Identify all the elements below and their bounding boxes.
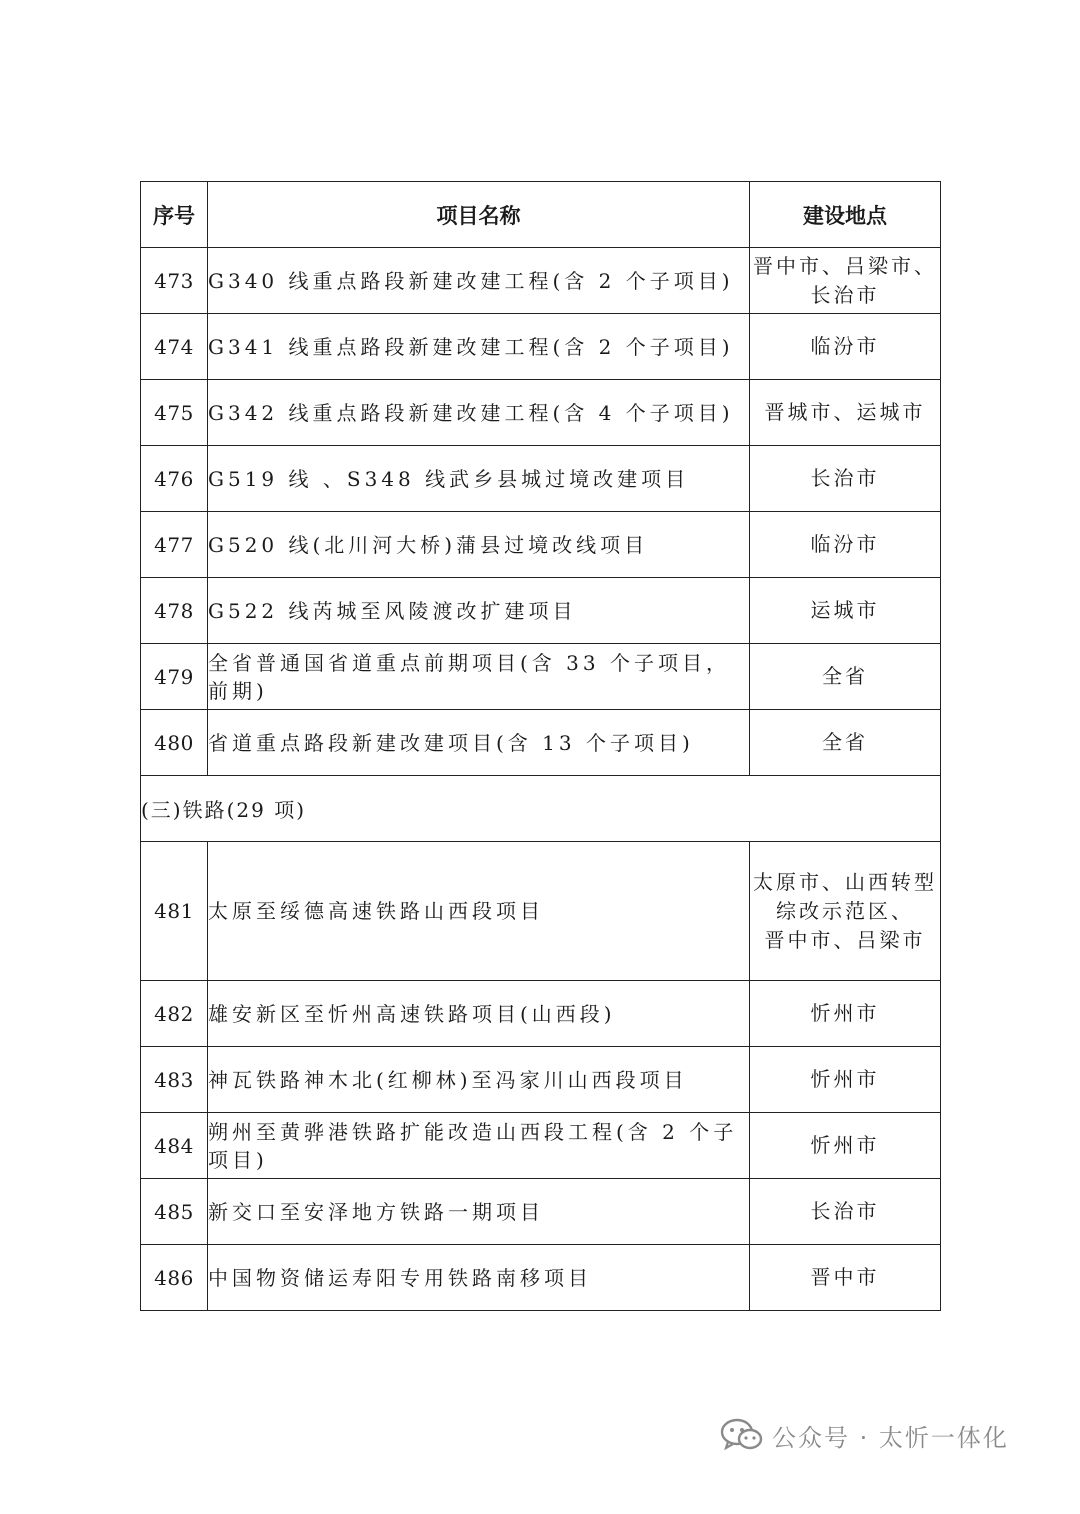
row-name: 省道重点路段新建改建项目(含 13 个子项目) bbox=[208, 710, 750, 776]
row-seq: 473 bbox=[141, 248, 208, 314]
header-location: 建设地点 bbox=[750, 182, 941, 248]
location-line: 临汾市 bbox=[810, 334, 880, 358]
section-row bbox=[141, 776, 941, 842]
row-name: G520 线(北川河大桥)蒲县过境改线项目 bbox=[208, 512, 750, 578]
location-line: 晋中市、吕梁市 bbox=[764, 927, 926, 952]
row-name: G341 线重点路段新建改建工程(含 2 个子项目) bbox=[208, 314, 750, 380]
row-seq: 479 bbox=[141, 644, 208, 710]
row-name: 全省普通国省道重点前期项目(含 33 个子项目，前期) bbox=[208, 644, 750, 710]
row-location bbox=[750, 710, 941, 776]
row-seq: 474 bbox=[141, 314, 208, 380]
row-location bbox=[750, 512, 941, 578]
project-table bbox=[140, 181, 941, 1311]
row-location bbox=[750, 380, 941, 446]
row-location bbox=[750, 981, 941, 1047]
table-row bbox=[141, 578, 941, 644]
row-name: 太原至绥德高速铁路山西段项目 bbox=[208, 842, 750, 981]
row-seq: 484 bbox=[141, 1113, 208, 1179]
section-title: (三)铁路(29 项) bbox=[141, 776, 941, 842]
location-line: 晋中市 bbox=[810, 1265, 880, 1289]
row-seq: 478 bbox=[141, 578, 208, 644]
location-line: 综改示范区、 bbox=[776, 898, 914, 923]
row-location bbox=[750, 842, 941, 981]
location-line: 长治市 bbox=[810, 1199, 880, 1223]
row-location bbox=[750, 1245, 941, 1311]
row-seq: 482 bbox=[141, 981, 208, 1047]
row-name: 中国物资储运寿阳专用铁路南移项目 bbox=[208, 1245, 750, 1311]
location-line: 晋中市、吕梁市、 bbox=[753, 253, 937, 278]
row-seq: 480 bbox=[141, 710, 208, 776]
table-row bbox=[141, 512, 941, 578]
row-name: 雄安新区至忻州高速铁路项目(山西段) bbox=[208, 981, 750, 1047]
row-location bbox=[750, 446, 941, 512]
location-line: 太原市、山西转型 bbox=[753, 869, 937, 894]
table-row bbox=[141, 1179, 941, 1245]
row-name: 朔州至黄骅港铁路扩能改造山西段工程(含 2 个子项目) bbox=[208, 1113, 750, 1179]
table-row bbox=[141, 314, 941, 380]
row-location bbox=[750, 314, 941, 380]
row-seq: 486 bbox=[141, 1245, 208, 1311]
table-row bbox=[141, 842, 941, 981]
location-line: 忻州市 bbox=[810, 1067, 880, 1091]
table-row bbox=[141, 710, 941, 776]
location-line: 运城市 bbox=[810, 598, 880, 622]
row-name: 新交口至安泽地方铁路一期项目 bbox=[208, 1179, 750, 1245]
row-location bbox=[750, 248, 941, 314]
header-seq: 序号 bbox=[141, 182, 208, 248]
row-seq: 485 bbox=[141, 1179, 208, 1245]
row-name: 神瓦铁路神木北(红柳林)至冯家川山西段项目 bbox=[208, 1047, 750, 1113]
table-row bbox=[141, 1245, 941, 1311]
table-header-row bbox=[141, 182, 941, 248]
location-line: 全省 bbox=[822, 664, 868, 688]
location-line: 临汾市 bbox=[810, 532, 880, 556]
row-name: G522 线芮城至风陵渡改扩建项目 bbox=[208, 578, 750, 644]
location-line: 全省 bbox=[822, 730, 868, 754]
row-location bbox=[750, 1179, 941, 1245]
location-line: 长治市 bbox=[810, 282, 880, 307]
location-line: 晋城市、运城市 bbox=[764, 400, 926, 424]
row-location bbox=[750, 1113, 941, 1179]
table-body-railways bbox=[141, 842, 941, 1311]
table-row bbox=[141, 380, 941, 446]
row-location bbox=[750, 578, 941, 644]
row-seq: 475 bbox=[141, 380, 208, 446]
header-name: 项目名称 bbox=[208, 182, 750, 248]
watermark-text: 公众号 · 太忻一体化 bbox=[772, 1423, 1009, 1452]
table-row bbox=[141, 446, 941, 512]
table-row bbox=[141, 1113, 941, 1179]
row-seq: 481 bbox=[141, 842, 208, 981]
location-line: 忻州市 bbox=[810, 1133, 880, 1157]
row-name: G519 线 、S348 线武乡县城过境改建项目 bbox=[208, 446, 750, 512]
table-row bbox=[141, 248, 941, 314]
wechat-icon bbox=[720, 1417, 764, 1453]
row-seq: 476 bbox=[141, 446, 208, 512]
row-seq: 477 bbox=[141, 512, 208, 578]
row-name: G340 线重点路段新建改建工程(含 2 个子项目) bbox=[208, 248, 750, 314]
row-name: G342 线重点路段新建改建工程(含 4 个子项目) bbox=[208, 380, 750, 446]
location-line: 忻州市 bbox=[810, 1001, 880, 1025]
row-location bbox=[750, 1047, 941, 1113]
table-section bbox=[141, 776, 941, 842]
row-seq: 483 bbox=[141, 1047, 208, 1113]
table-row bbox=[141, 981, 941, 1047]
location-line: 长治市 bbox=[810, 466, 880, 490]
table-row bbox=[141, 1047, 941, 1113]
table-row bbox=[141, 644, 941, 710]
watermark bbox=[720, 1415, 1009, 1455]
row-location bbox=[750, 644, 941, 710]
table-body-highways bbox=[141, 248, 941, 776]
